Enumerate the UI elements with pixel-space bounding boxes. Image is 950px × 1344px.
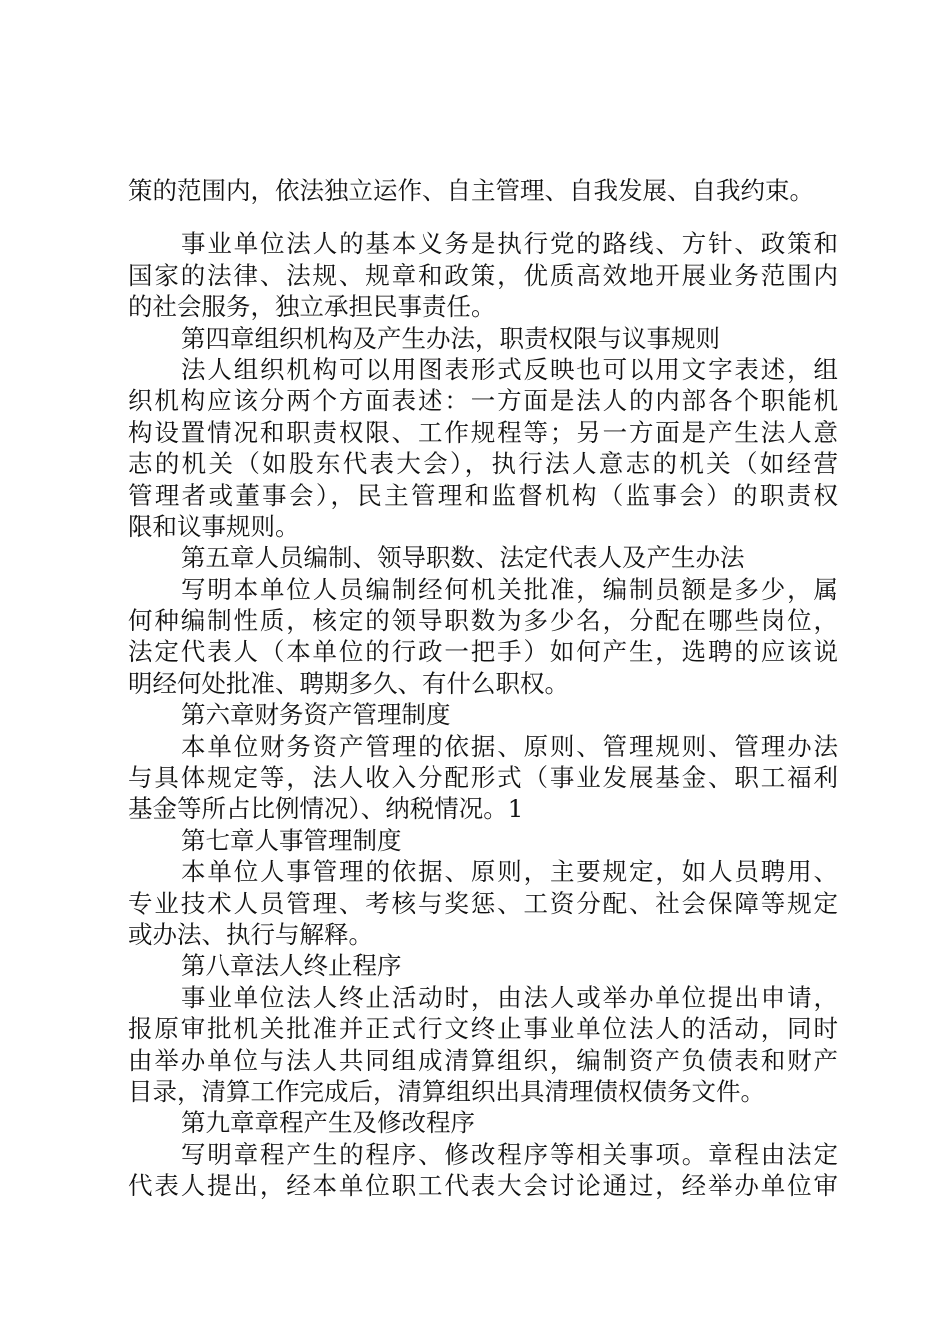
text-line: 志的机关（如股东代表大会），执行法人意志的机关（如经营 (128, 449, 838, 479)
chapter-8-heading (128, 950, 838, 981)
text-line: 本单位人事管理的依据、原则，主要规定，如人员聘用、 (181, 857, 838, 887)
paragraph-basic-obligations (128, 228, 838, 322)
text-line: 法人组织机构可以用图表形式反映也可以用文字表述，组 (181, 354, 838, 384)
chapter-7-heading (128, 825, 838, 856)
chapter-4-heading (128, 323, 838, 354)
text-line: 第四章组织机构及产生办法，职责权限与议事规则 (181, 323, 720, 353)
text-line: 由举办单位与法人共同组成清算组织，编制资产负债表和财产 (128, 1045, 838, 1075)
text-line: 事业单位法人的基本义务是执行党的路线、方针、政策和 (181, 229, 838, 259)
text-line: 何种编制性质，核定的领导职数为多少名，分配在哪些岗位， (128, 606, 838, 636)
text-line: 策的范围内，依法独立运作、自主管理、自我发展、自我约束。 (128, 176, 814, 205)
text-line: 的社会服务，独立承担民事责任。 (128, 292, 496, 322)
text-line: 第六章财务资产管理制度 (181, 700, 451, 730)
text-line: 管理者或董事会），民主管理和监督机构（监事会）的职责权 (128, 480, 838, 510)
text-line: 基金等所占比例情况）、纳税情况。1 (128, 794, 524, 824)
chapter-6-heading (128, 699, 838, 730)
text-line: 专业技术人员管理、考核与奖惩、工资分配、社会保障等规定 (128, 888, 838, 918)
text-line: 目录，清算工作完成后，清算组织出具清理债权债务文件。 (128, 1076, 765, 1106)
text-line: 第五章人员编制、领导职数、法定代表人及产生办法 (181, 543, 745, 573)
text-line: 写明章程产生的程序、修改程序等相关事项。章程由法定 (181, 1139, 838, 1169)
text-line: 法定代表人（本单位的行政一把手）如何产生，选聘的应该说 (128, 637, 838, 667)
paragraph-chapter-8-body (128, 982, 838, 1108)
paragraph-chapter-5-body (128, 574, 838, 700)
text-line: 本单位财务资产管理的依据、原则、管理规则、管理办法 (181, 731, 838, 761)
paragraph-chapter-9-body (128, 1139, 838, 1202)
paragraph-chapter-4-body (128, 354, 838, 542)
text-line: 代表人提出，经本单位职工代表大会讨论通过，经举办单位审 (128, 1171, 838, 1201)
text-line: 第八章法人终止程序 (181, 951, 402, 981)
text-line: 构设置情况和职责权限、工作规程等；另一方面是产生法人意 (128, 417, 838, 447)
text-line: 限和议事规则。 (128, 511, 300, 541)
text-line: 与具体规定等，法人收入分配形式（事业发展基金、职工福利 (128, 763, 838, 793)
text-line: 或办法、执行与解释。 (128, 919, 373, 949)
text-line: 明经何处批准、聘期多久、有什么职权。 (128, 668, 569, 698)
paragraph-chapter-7-body (128, 856, 838, 950)
paragraph-gap (128, 206, 838, 228)
text-line: 报原审批机关批准并正式行文终止事业单位法人的活动，同时 (128, 1014, 838, 1044)
document-page (128, 175, 838, 1202)
text-line: 织机构应该分两个方面表述：一方面是法人的内部各个职能机 (128, 386, 838, 416)
chapter-9-heading (128, 1107, 838, 1138)
text-line: 第七章人事管理制度 (181, 825, 402, 855)
chapter-5-heading (128, 542, 838, 573)
text-line: 第九章章程产生及修改程序 (181, 1108, 475, 1138)
text-line: 写明本单位人员编制经何机关批准，编制员额是多少，属 (181, 574, 838, 604)
text-line: 事业单位法人终止活动时，由法人或举办单位提出申请， (181, 982, 838, 1012)
paragraph-chapter-6-body (128, 731, 838, 825)
paragraph-continuation (128, 175, 838, 206)
text-line: 国家的法律、法规、规章和政策，优质高效地开展业务范围内 (128, 260, 838, 290)
